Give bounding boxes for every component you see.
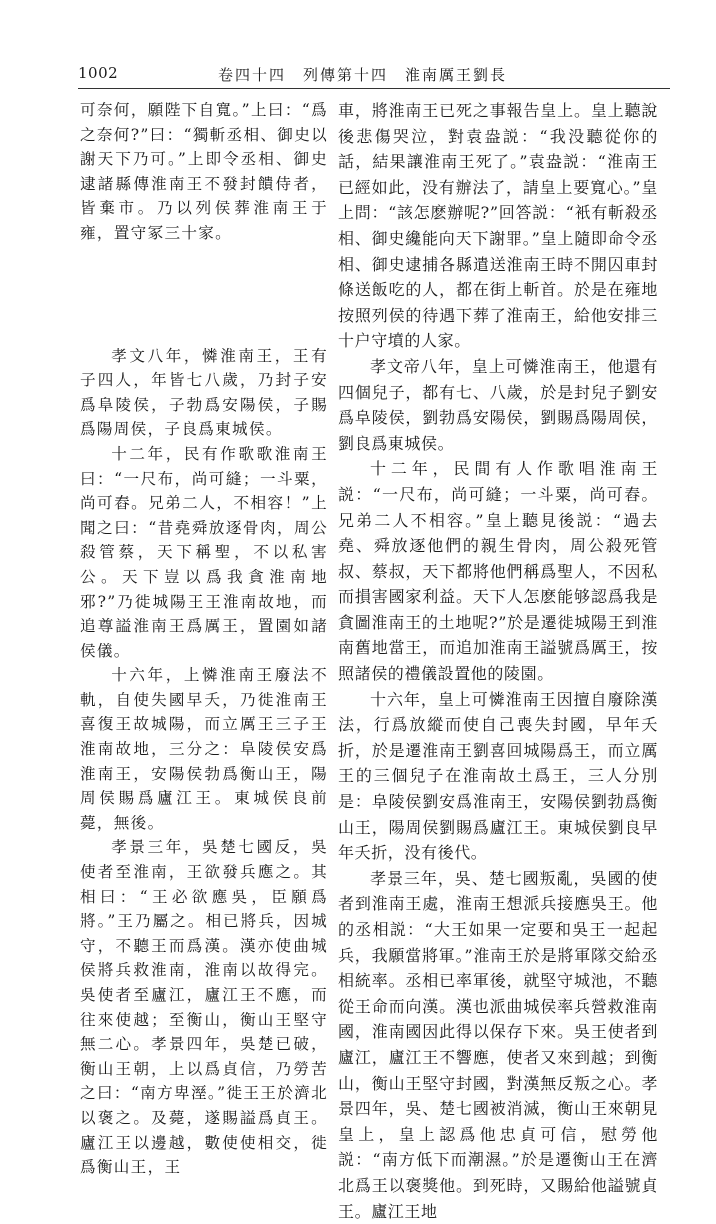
classical-paragraph: 孝景三年，吳楚七國反，吳使者至淮南，王欲發兵應之。其相曰：“王必欲應吳，臣願爲將。”王乃屬之。相已將兵，因城守，不聽王而爲漢。漢亦使曲城侯將兵救淮南，淮南以故得完。吳使者至廬江，廬江王不應，而往來使越；至衡山，衡山王堅守無二心。孝景四年，吳楚已破，衡山王朝，上以爲貞信，乃勞苦之曰：“南方卑溼。”徙王王於濟北以褒之。及薨，遂賜謚爲貞王。廬江王以邊越，數使使相交，徙爲衡山王，王 <box>80 838 328 1177</box>
page-number: 1002 <box>78 64 119 82</box>
blank-space <box>80 246 328 344</box>
translation-paragraph: 孝文帝八年，皇上可憐淮南王，他還有四個兒子，都有七、八歲，於是封兒子劉安爲阜陵侯，劉勃爲安陽侯，劉賜爲陽周侯，劉良爲東城侯。 <box>338 356 658 453</box>
translation-paragraph: 十二年，民間有人作歌唱淮南王説：“一尺布，尚可縫；一斗粟，尚可舂。兄弟二人不相容。”皇上聽見後説：“過去堯、舜放逐他們的親生骨肉，周公殺死管叔、蔡叔，天下都將他們稱爲聖人，不因私而損害國家利益。天下人怎麽能够認爲我是貪圖淮南王的土地呢?”於是遷徙城陽王到淮南舊地當王，而追加淮南王謚號爲厲王，按照諸侯的禮儀設置他的陵園。 <box>338 459 658 684</box>
translation-paragraph: 車，將淮南王已死之事報告皇上。皇上聽說後悲傷哭泣，對袁盎説：“我没聽從你的話，結果讓淮南王死了。”袁盎説：“淮南王已經如此，没有辦法了，請皇上要寬心。”皇上問：“該怎麽辦呢?”回答説：“衹有斬殺丞相、御史纔能向天下謝罪。”皇上隨即命令丞相、御史逮捕各縣遣送淮南王時不開囚車封條送飯吃的人，都在街上斬首。於是在雍地按照列侯的待遇下葬了淮南王，給他安排三十户守墳的人家。 <box>338 101 658 351</box>
classical-text-column <box>80 98 328 1180</box>
translation-paragraph: 十六年，皇上可憐淮南王因擅自廢除漢法，行爲放縱而使自己喪失封國，早年夭折，於是遷淮南王劉喜回城陽爲王，而立厲王的三個兒子在淮南故土爲王，三人分別是：阜陵侯劉安爲淮南王，安陽侯劉勃爲衡山王，陽周侯劉賜爲廬江王。東城侯劉良早年夭折，没有後代。 <box>338 689 658 863</box>
translation-column <box>338 98 658 1224</box>
translation-paragraph: 孝景三年，吳、楚七國叛亂，吳國的使者到淮南王處，淮南王想派兵接應吳王。他的丞相説：“大王如果一定要和吳王一起起兵，我願當將軍。”淮南王於是將軍隊交給丞相統率。丞相已率軍後，就堅守城池，不聽從王命而向漢。漢也派曲城侯率兵營救淮南國，淮南國因此得以保存下來。吳王使者到廬江，廬江王不響應，使者又來到越；到衡山，衡山王堅守封國，對漢無反叛之心。孝景四年，吳、楚七國被消滅，衡山王來朝見皇上，皇上認爲他忠貞可信，慰勞他説：“南方低下而潮濕。”於是遷衡山王在濟北爲王以褒獎他。到死時，又賜給他謚號貞王。廬江王地 <box>338 868 658 1221</box>
running-title: 卷四十四 列傳第十四 淮南厲王劉長 <box>218 66 508 84</box>
classical-paragraph: 十二年，民有作歌歌淮南王曰：“一尺布，尚可縫；一斗粟，尚可舂。兄弟二人，不相容！”上聞之曰：“昔堯舜放逐骨肉，周公殺管蔡，天下稱聖，不以私害公。天下豈以爲我貪淮南地邪?”乃徙城陽王王淮南故地，而追尊謚淮南王爲厲王，置園如諸侯儀。 <box>80 444 328 660</box>
page-header <box>78 60 670 88</box>
header-rule <box>78 88 670 89</box>
classical-paragraph: 可奈何，願陛下自寬。”上曰：“爲之奈何?”曰：“獨斬丞相、御史以謝天下乃可。”上即令丞相、御史逮諸縣傳淮南王不發封饋侍者，皆棄市。乃以列侯葬淮南王于雍，置守冢三十家。 <box>80 101 328 242</box>
classical-paragraph: 孝文八年，憐淮南王，王有子四人，年皆七八歲，乃封子安爲阜陵侯，子勃爲安陽侯，子賜爲陽周侯，子良爲東城侯。 <box>80 346 328 439</box>
classical-paragraph: 十六年，上憐淮南王廢法不軌，自使失國早夭，乃徙淮南王喜復王故城陽，而立厲王三子王淮南故地，三分之：阜陵侯安爲淮南王，安陽侯勃爲衡山王，陽周侯賜爲廬江王。東城侯良前薨，無後。 <box>80 666 328 832</box>
